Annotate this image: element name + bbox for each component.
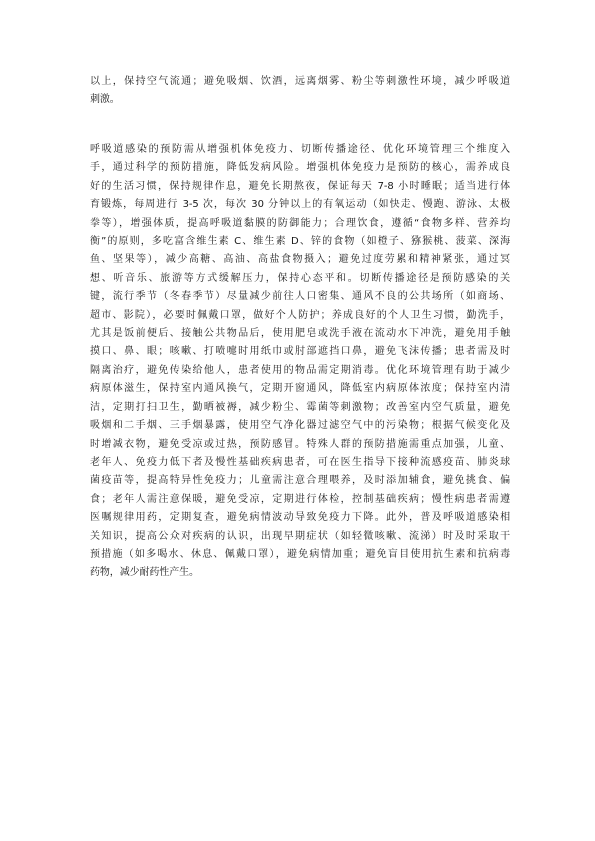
text-line: 洁，定期打扫卫生，勤晒被褥，减少粉尘、霉菌等刺激物；改善室内空气质量，避免: [90, 401, 510, 413]
text-line: 老年人、免疫力低下者及慢性基础疾病患者，可在医生指导下接种流感疫苗、肺炎球: [90, 456, 510, 468]
text-line: 鱼、坚果等），减少高糖、高油、高盐食物摄入；避免过度劳累和精神紧张，通过冥: [90, 254, 510, 266]
text-line: 呼吸道感染的预防需从增强机体免疫力、切断传播途径、优化环境管理三个维度入: [90, 144, 510, 155]
text-line: 超市、影院），必要时佩戴口罩，做好个人防护；养成良好的个人卫生习惯，勤洗手，: [90, 309, 510, 321]
paragraph-intro: [90, 73, 510, 110]
text-line: 关知识，提高公众对疾病的认识，出现早期症状（如轻微咳嗽、流涕）时及时采取干: [90, 530, 510, 542]
text-line: 摸口、鼻、眼；咳嗽、打喷嚏时用纸巾或肘部遮挡口鼻，避免飞沫传播；患者需及时: [90, 346, 510, 358]
text-line: 医嘱规律用药，定期复查，避免病情波动导致免疫力下降。此外，普及呼吸道感染相: [90, 512, 510, 524]
text-line: 时增减衣物，避免受凉或过热，预防感冒。特殊人群的预防措施需重点加强，儿童、: [90, 438, 510, 450]
text-line: 尤其是饭前便后、接触公共物品后，使用肥皂或洗手液在流动水下冲洗，避免用手触: [90, 328, 510, 340]
text-line: 以上，保持空气流通；避免吸烟、饮酒，远离烟雾、粉尘等刺激性环境，减少呼吸道: [90, 76, 510, 87]
text-line: 菌疫苗等，提高特异性免疫力；儿童需注意合理喂养，及时添加辅食，避免挑食、偏: [90, 475, 510, 487]
text-line: 想、听音乐、旅游等方式缓解压力，保持心态平和。切断传播途径是预防感染的关: [90, 272, 510, 284]
text-line: 预措施（如多喝水、休息、佩戴口罩），避免病情加重；避免盲目使用抗生素和抗病毒: [90, 548, 510, 560]
text-line: 键，流行季节（冬春季节）尽量减少前往人口密集、通风不良的公共场所（如商场、: [90, 291, 510, 303]
text-line: 隔离治疗，避免传染给他人，患者使用的物品需定期消毒。优化环境管理有助于减少: [90, 364, 510, 376]
text-line: 拳等），增强体质，提高呼吸道黏膜的防御能力；合理饮食，遵循“食物多样、营养均: [90, 217, 510, 229]
text-line: 育锻炼，每周进行 3-5 次，每次 30 分钟以上的有氧运动（如快走、慢跑、游泳、太极: [90, 199, 510, 211]
text-line: 好的生活习惯，保持规律作息，避免长期熬夜，保证每天 7-8 小时睡眠；适当进行体: [90, 180, 510, 192]
text-line: 病原体滋生，保持室内通风换气，定期开窗通风，降低室内病原体浓度；保持室内清: [90, 383, 510, 395]
text-line: 食；老年人需注意保暖，避免受凉，定期进行体检，控制基础疾病；慢性病患者需遵: [90, 493, 510, 505]
text-line: 手，通过科学的预防措施，降低发病风险。增强机体免疫力是预防的核心，需养成良: [90, 162, 510, 174]
text-line: 药物，减少耐药性产生。: [90, 567, 199, 579]
text-line: 吸烟和二手烟、三手烟暴露，使用空气净化器过滤空气中的污染物；根据气候变化及: [90, 420, 510, 432]
text-line: 刺激。: [90, 94, 120, 106]
text-line: 衡”的原则，多吃富含维生素 C、维生素 D、锌的食物（如橙子、猕猴桃、菠菜、深海: [90, 236, 510, 248]
paragraph-main: [90, 141, 510, 583]
